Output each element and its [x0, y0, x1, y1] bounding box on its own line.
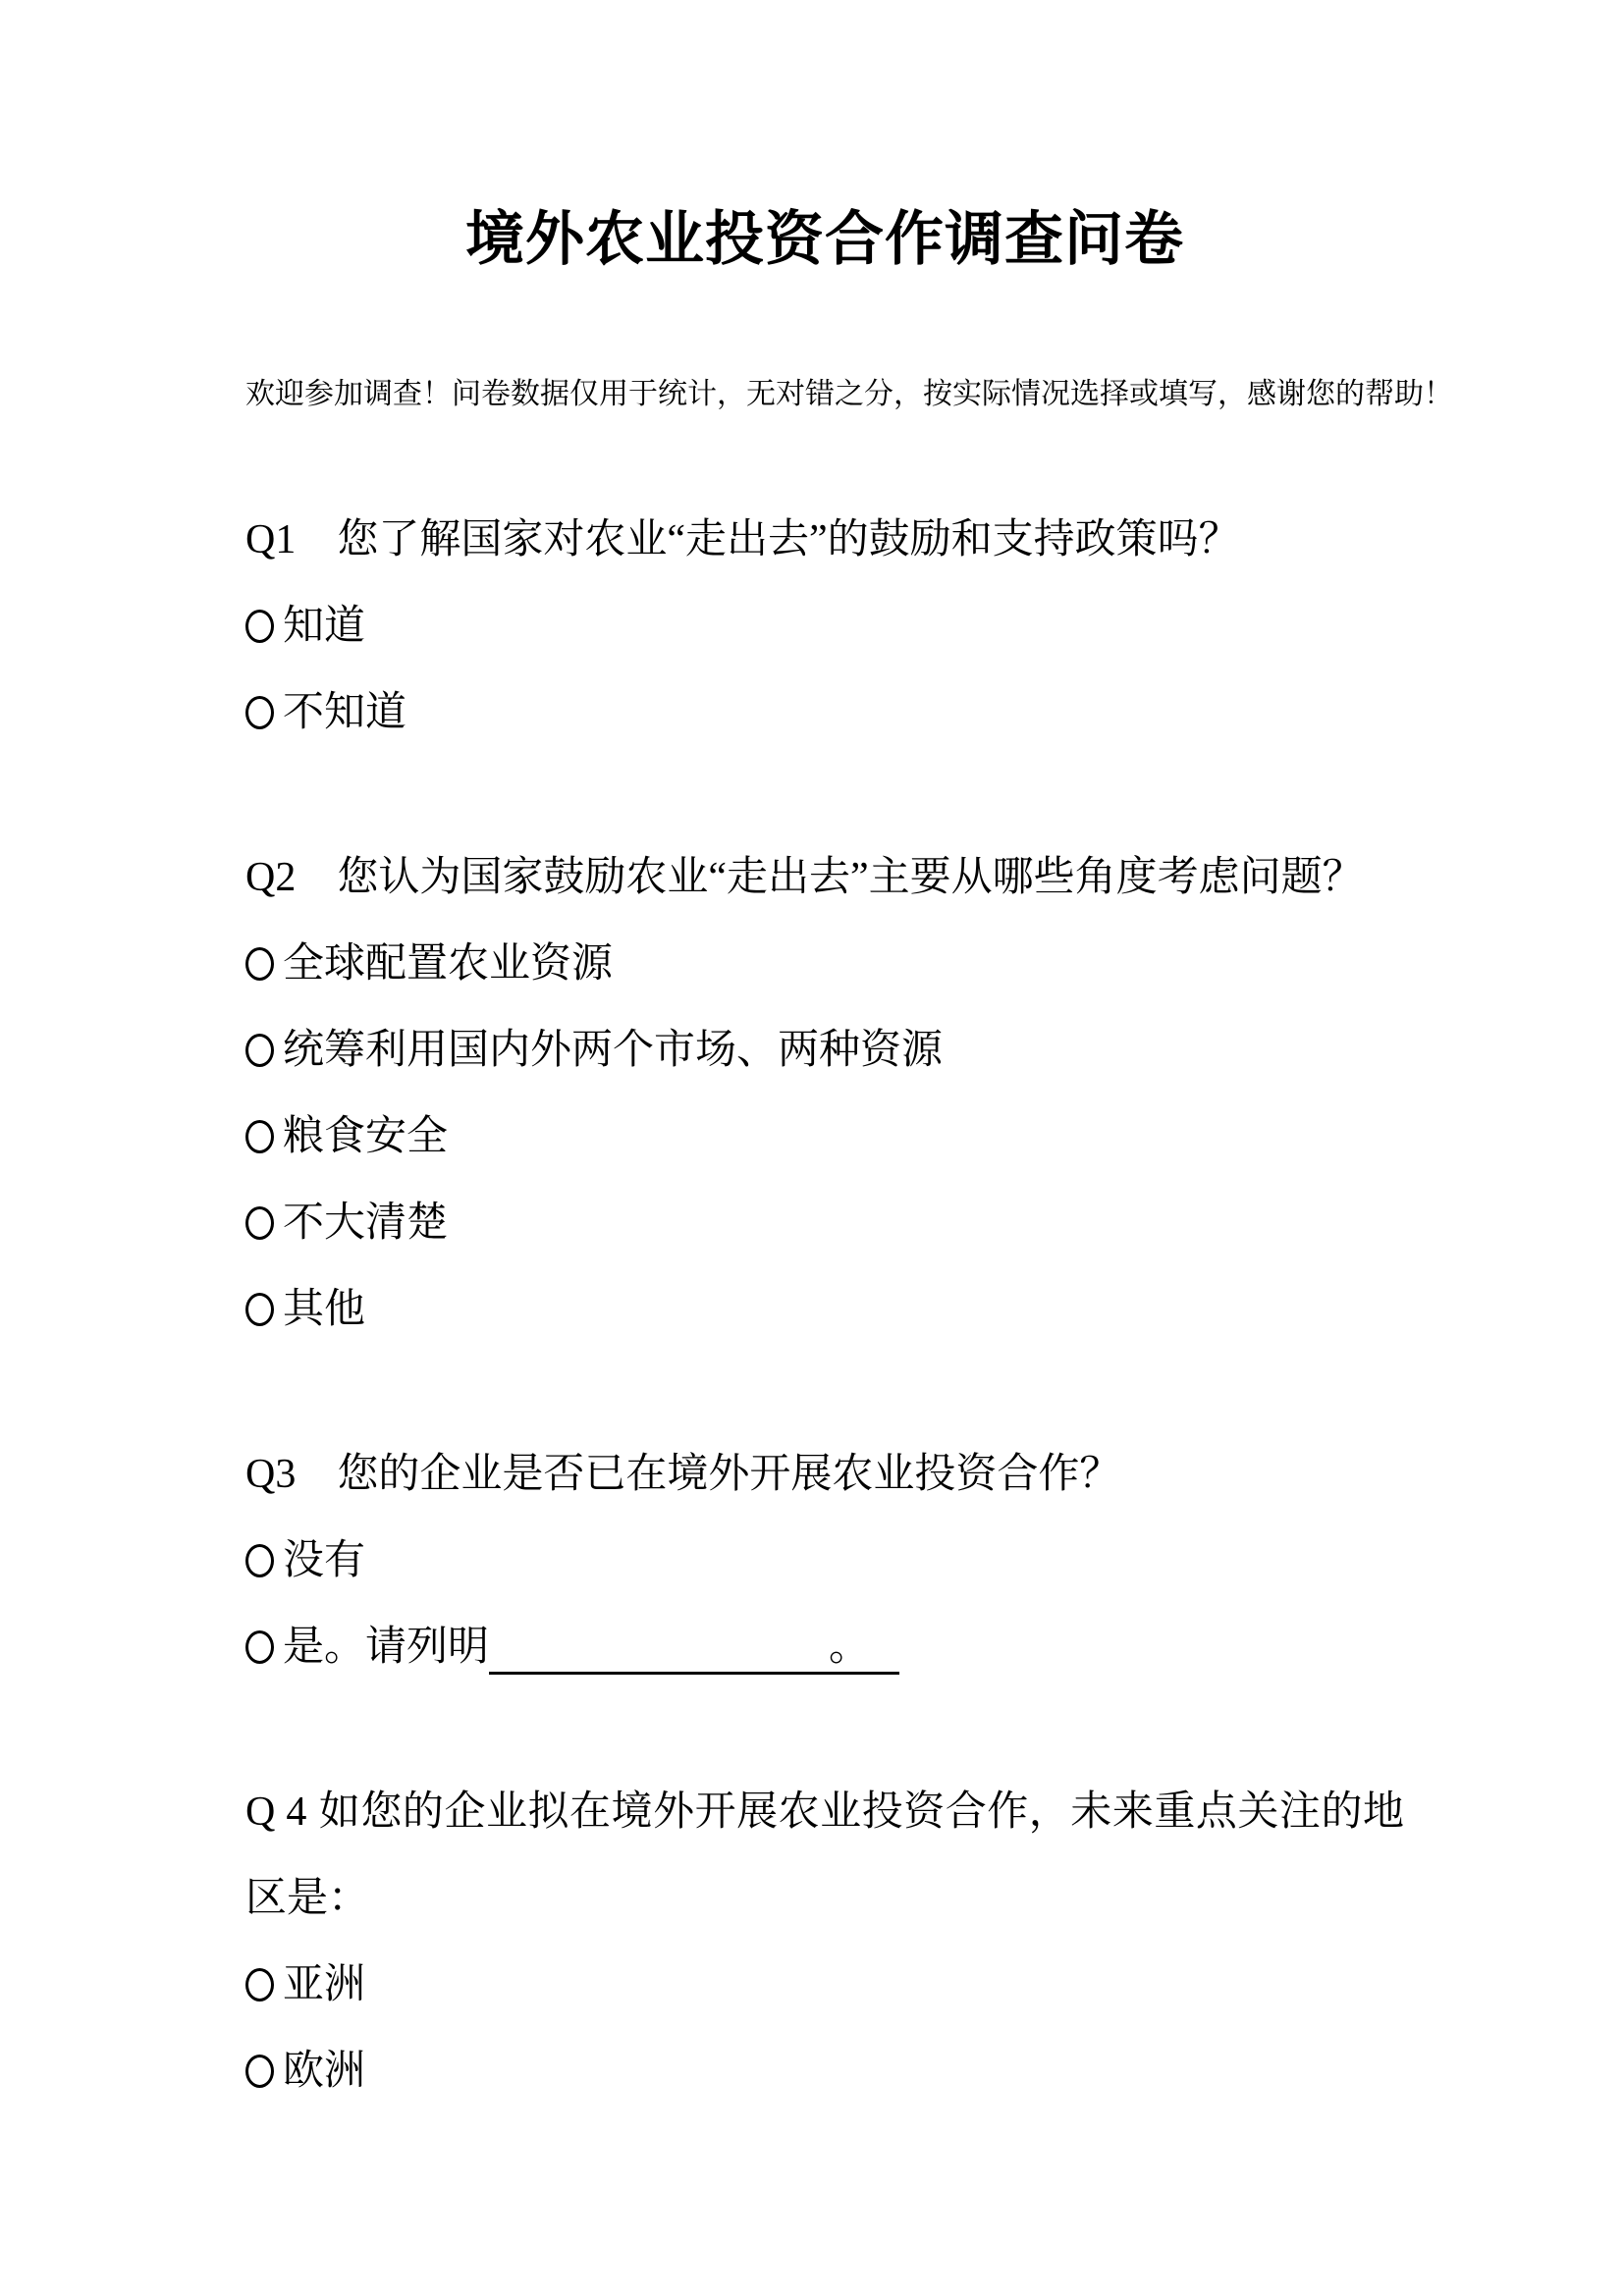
- q1-option-2[interactable]: [245, 669, 1404, 756]
- radio-circle-icon: [245, 1968, 274, 2002]
- question-q4: [245, 1769, 1404, 2114]
- radio-circle-icon: [245, 1120, 274, 1153]
- question-q2-text: [245, 834, 1404, 921]
- radio-circle-icon: [245, 610, 274, 643]
- question-q1: [245, 497, 1404, 756]
- question-q1-text: [245, 497, 1404, 583]
- question-q2-number: Q2: [245, 855, 297, 900]
- question-q3-number: Q3: [245, 1452, 297, 1497]
- q2-option-3[interactable]: [245, 1094, 1404, 1180]
- option-label: 欧洲: [283, 2049, 366, 2094]
- radio-circle-icon: [245, 1544, 274, 1577]
- radio-circle-icon: [245, 1034, 274, 1067]
- document-body: [245, 0, 1453, 2114]
- question-q2: [245, 834, 1404, 1353]
- question-q1-title: 您了解国家对农业“走出去”的鼓励和支持政策吗？: [337, 517, 1240, 562]
- radio-circle-icon: [245, 1206, 274, 1240]
- q2-option-5[interactable]: [245, 1266, 1404, 1353]
- q3-option-1[interactable]: [245, 1518, 1404, 1604]
- welcome-note: 欢迎参加调查！问卷数据仅用于统计，无对错之分，按实际情况选择或填写，感谢您的帮助！: [245, 378, 1453, 410]
- question-q1-number: Q1: [245, 517, 297, 562]
- q4-option-2[interactable]: [245, 2028, 1404, 2114]
- radio-circle-icon: [245, 696, 274, 729]
- question-q3-text: [245, 1431, 1404, 1518]
- page-title: 境外农业投资合作调查问卷: [465, 206, 1184, 272]
- question-q4-number: Q 4: [245, 1789, 307, 1835]
- option-label: 其他: [283, 1287, 366, 1332]
- option-label: 不大清楚: [283, 1201, 449, 1246]
- option-label: 粮食安全: [283, 1114, 449, 1159]
- question-q4-title: 如您的企业拟在境外开展农业投资合作，未来重点关注的地区是：: [245, 1789, 1404, 1921]
- blank-suffix: 。: [829, 1625, 871, 1670]
- option-label: 全球配置农业资源: [283, 941, 614, 987]
- radio-circle-icon: [245, 2055, 274, 2088]
- option-label: 亚洲: [283, 1962, 366, 2007]
- q3-option-2[interactable]: [245, 1604, 1404, 1690]
- radio-circle-icon: [245, 1630, 274, 1664]
- option-label: 不知道: [283, 690, 407, 735]
- q2-option-1[interactable]: [245, 921, 1404, 1007]
- question-q3-title: 您的企业是否已在境外开展农业投资合作？: [337, 1452, 1121, 1497]
- q4-option-1[interactable]: [245, 1942, 1404, 2028]
- radio-circle-icon: [245, 1293, 274, 1326]
- question-q4-text: [245, 1769, 1404, 1942]
- q2-option-4[interactable]: [245, 1180, 1404, 1266]
- q1-option-1[interactable]: [245, 583, 1404, 669]
- fill-in-blank-line[interactable]: [489, 1623, 899, 1675]
- q2-option-2[interactable]: [245, 1007, 1404, 1094]
- question-q3: [245, 1431, 1404, 1690]
- radio-circle-icon: [245, 947, 274, 981]
- question-q2-title: 您认为国家鼓励农业“走出去”主要从哪些角度考虑问题？: [337, 855, 1364, 900]
- option-label: 没有: [283, 1538, 366, 1583]
- option-label: 统筹利用国内外两个市场、两种资源: [283, 1028, 944, 1073]
- option-label: 是。请列明: [283, 1625, 490, 1670]
- option-label: 知道: [283, 604, 366, 649]
